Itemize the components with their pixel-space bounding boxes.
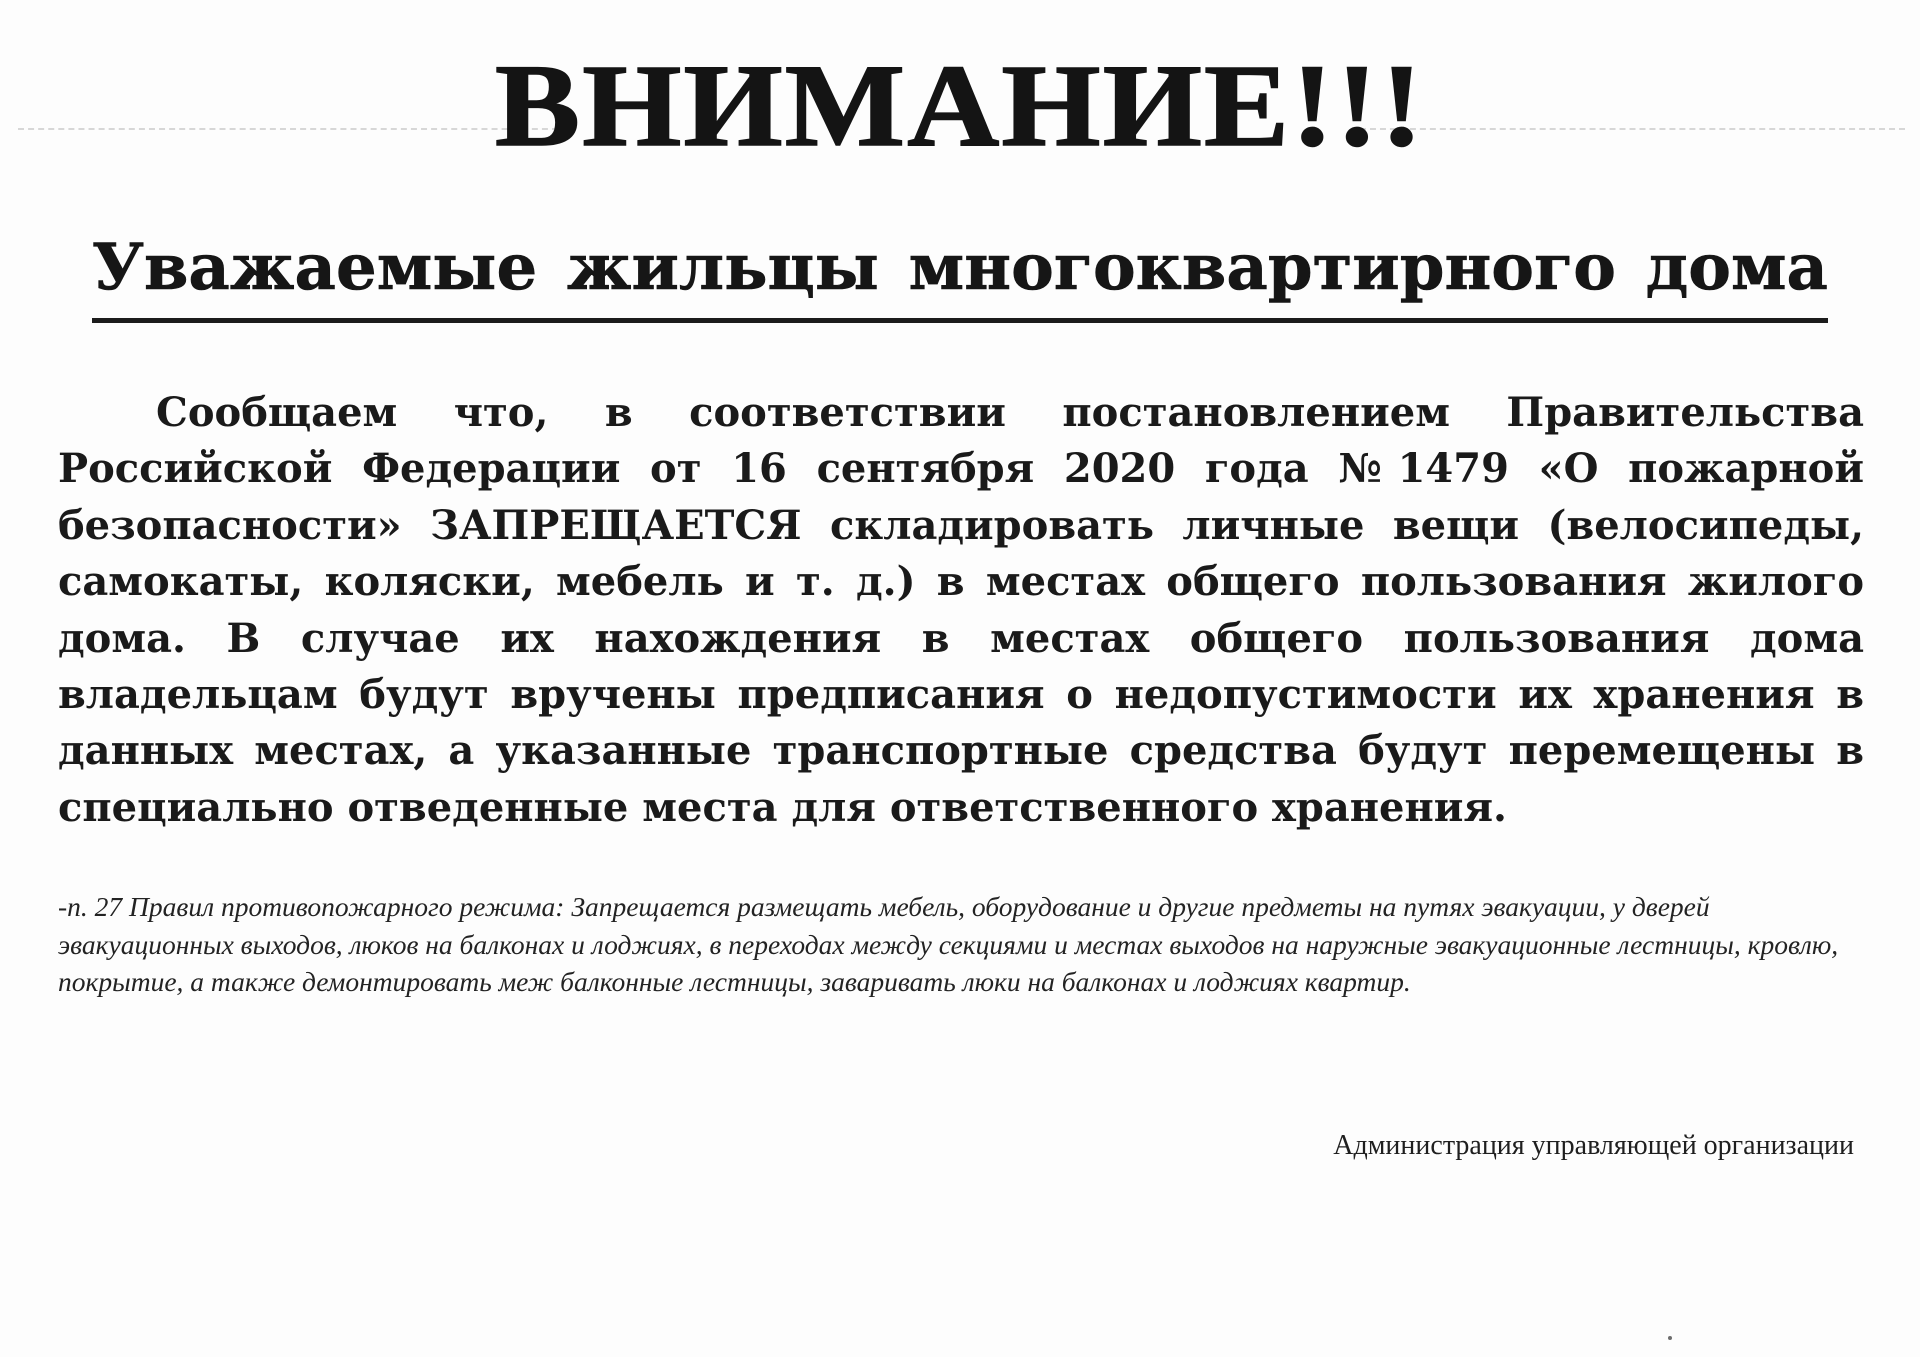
notice-body xyxy=(58,385,1864,836)
greeting-title: Уважаемые жильцы многоквартирного дома xyxy=(92,230,1828,305)
regulation-footnote: -п. 27 Правил противопожарного режима: Запрещается размещать мебель, оборудование и другие предметы на путях эвакуации, у дверей эвакуационных выходов, люков на балконах и лоджиях, в переходах между секциями и местах выходов на наружные эвакуационные лестницы, кровлю, покрытие, а также демонтировать меж балконные лестницы, заваривать люки на балконах и лоджиях квартир. xyxy=(58,891,1839,997)
scan-speck xyxy=(1668,1336,1672,1340)
greeting-underline xyxy=(92,318,1828,323)
greeting-block xyxy=(92,225,1828,325)
attention-heading: ВНИМАНИЕ!!! xyxy=(495,40,1425,171)
notice-body-text: Сообщаем что, в соответствии постановлением Правительства Российской Федерации от 16 сентября 2020 года №1479 «О пожарной безопасности» ЗАПРЕЩАЕТСЯ складировать личные вещи (велосипеды, самокаты, коляски, мебель и т. д.) в местах общего пользования жилого дома. В случае их нахождения в местах общего пользования дома владельцам будут вручены предписания о недопустимости их хранения в данных местах, а указанные транспортные средства будут перемещены в специально отведенные места для ответственного хранения. xyxy=(58,389,1864,831)
signature: Администрация управляющей организации xyxy=(1333,1130,1854,1161)
